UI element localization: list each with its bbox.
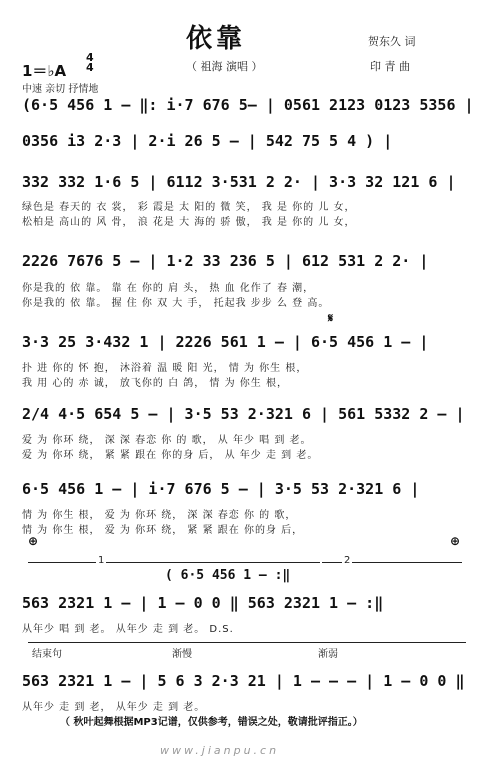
lyric-row-7b: 情 为 你生 根， 爱 为 你环 绕， 紧 紧 跟在 你的身 后， [22, 525, 304, 536]
coda-label: 结束句 [32, 649, 62, 660]
notation-row-4: 2226 7676 5 – | 1·2 33 236 5 | 612 531 2 2· | [22, 252, 429, 270]
coda-sign-left: ⊕ [28, 534, 39, 548]
lyric-row-7a: 情 为 你生 根， 爱 为 你环 绕， 深 深 春恋 你 的 歌， [22, 510, 297, 521]
lyric-row-4b: 你是我的 依 靠。 握 住 你 双 大 手， 托起我 步步 么 登 高。 [22, 298, 330, 309]
notation-row-6: 2/4 4·5 654 5 – | 3·5 53 2·321 6 | 561 5332 2 – | [22, 405, 465, 423]
volta-line-1 [28, 562, 320, 563]
tempo-marking: 中速 亲切 抒情地 [22, 84, 99, 95]
notation-row-3: 332 332 1·6 5 | 6112 3·531 2 2· | 3·3 32 121 6 | [22, 173, 456, 191]
lyricist-credit: 贺东久 词 [368, 35, 416, 48]
time-signature [86, 53, 94, 73]
key-signature: 1＝♭A [22, 62, 67, 80]
notation-row-7: 6·5 456 1 – | i·7 676 5 – | 3·5 53 2·321 6 | [22, 480, 420, 498]
lyric-row-6b: 爱 为 你环 绕， 紧 紧 跟在 你的身 后， 从 年少 走 到 老。 [22, 450, 319, 461]
volta-label-2: 2 [344, 555, 351, 566]
ending-notation-row: 563 2321 1 – | 1 – 0 0 ‖ 563 2321 1 – :‖ [22, 594, 384, 612]
final-notation-row: 563 2321 1 – | 5 6 3 2·3 21 | 1 – – – | 1 – 0 0 ‖ [22, 672, 465, 690]
lyric-row-3a: 绿色是 春天的 衣 裳， 彩 霞是 太 阳的 微 笑， 我 是 你的 儿 女， [22, 202, 356, 213]
diminuendo-label: 渐弱 [318, 649, 338, 660]
lyric-row-3b: 松柏是 高山的 风 骨， 浪 花是 大 海的 骄 傲， 我 是 你的 儿 女， [22, 217, 356, 228]
watermark: www.jianpu.cn [160, 744, 280, 757]
performer-credit: （ 祖海 演唱 ） [186, 60, 263, 73]
ritardando-label: 渐慢 [172, 649, 192, 660]
lyric-row-4a: 你是我的 依 靠。 靠 在 你的 肩 头， 热 血 化作了 春 潮， [22, 283, 315, 294]
lyric-row-5a: 扑 进 你的 怀 抱， 沐浴着 温 暖 阳 光， 情 为 你生 根， [22, 363, 308, 374]
volta-label-1: 1 [98, 555, 105, 566]
final-lyric-row: 从年少 走 到 老， 从年少 走 到 老。 [22, 702, 206, 713]
time-sig-top: 4 [86, 51, 94, 64]
notation-row-1: (6·5 456 1 – ‖: i·7 676 5– | 0561 2123 0123 5356 | [22, 96, 474, 114]
notation-row-2: 0356 i3 2·3 | 2·i 26 5 – | 542 75 5 4 ) | [22, 132, 393, 150]
composer-credit: 印 青 曲 [370, 60, 410, 73]
volta-intro-notes: ( 6·5 456 1 – :‖ [165, 568, 291, 583]
coda-divider [28, 642, 466, 643]
coda-sign-right: ⊕ [450, 534, 461, 548]
time-sig-bottom: 4 [86, 61, 94, 74]
transcription-note: （ 秋叶起舞根据MP3记谱，仅供参考，错误之处，敬请批评指正。） [60, 717, 363, 728]
lyric-row-5b: 我 用 心的 赤 诚， 放飞你的 白 鸽， 情 为 你生 根， [22, 378, 288, 389]
lyric-row-6a: 爱 为 你环 绕， 深 深 春恋 你 的 歌， 从 年少 唱 到 老。 [22, 435, 312, 446]
song-title: 依靠 [186, 24, 247, 54]
ending-lyric-row: 从年少 唱 到 老。 从年少 走 到 老。 D.S. [22, 624, 234, 635]
segno-sign: 𝄋 [328, 311, 334, 325]
notation-row-5: 3·3 25 3·432 1 | 2226 561 1 – | 6·5 456 1 – | [22, 333, 429, 351]
